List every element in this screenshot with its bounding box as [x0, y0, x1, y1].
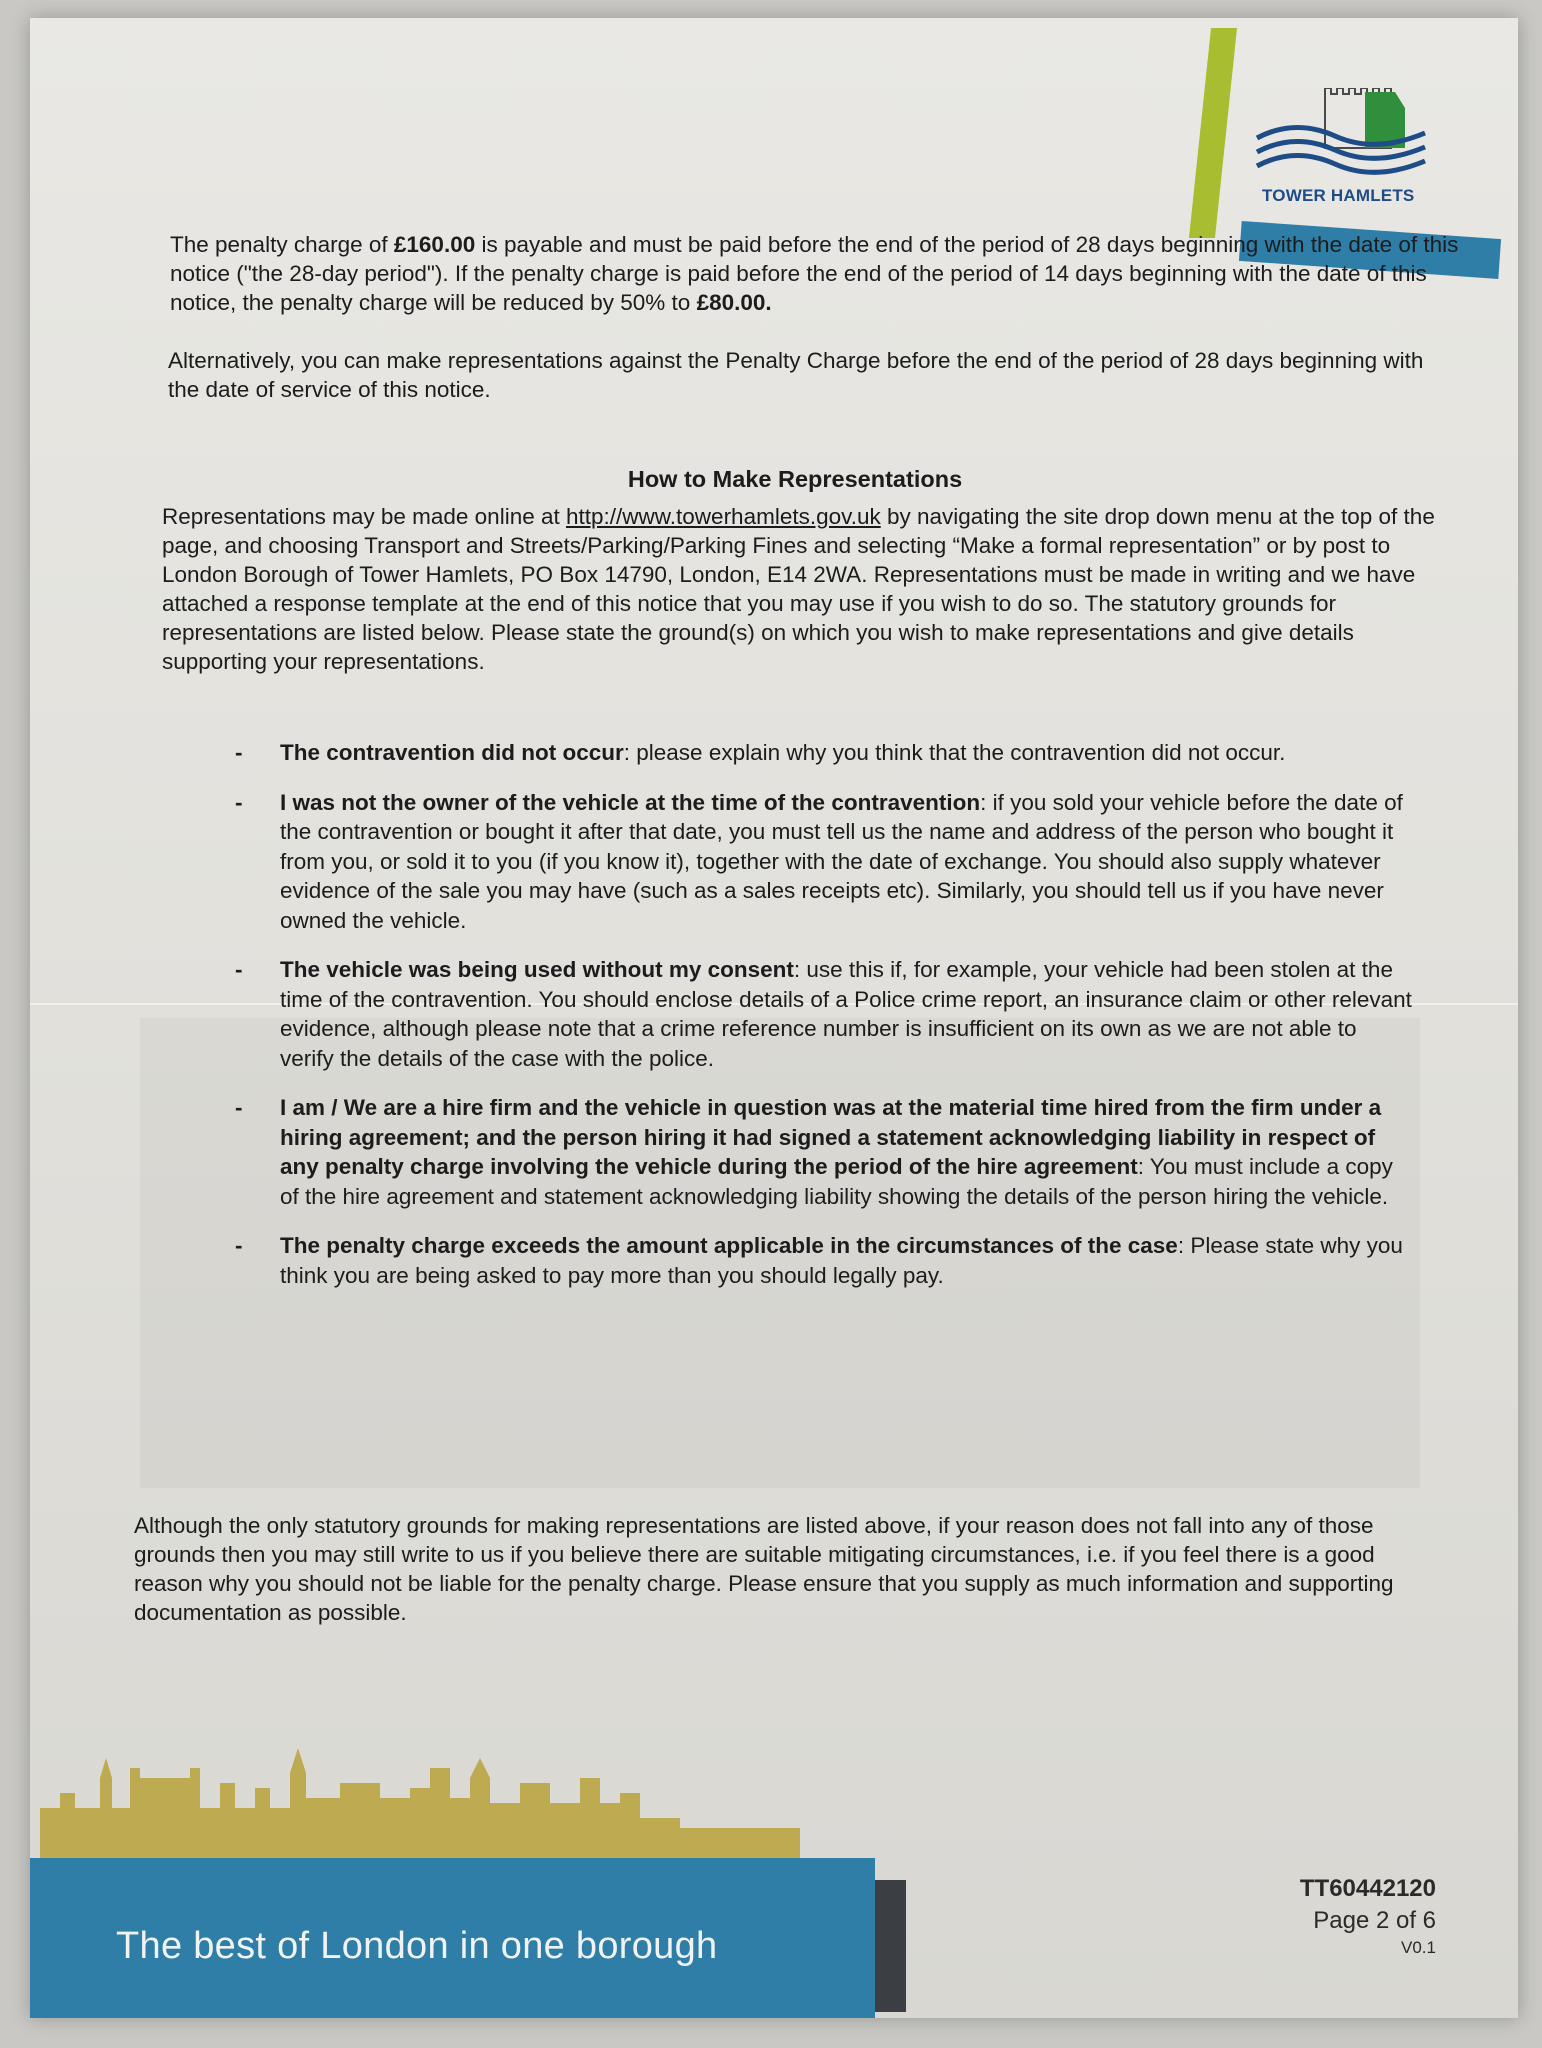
council-website-link[interactable]: http://www.towerhamlets.gov.uk	[566, 504, 881, 529]
ground-title: The contravention did not occur	[280, 740, 624, 765]
payment-text-middle: is payable and must be paid before the end of the period of 28 days beginning with the date of this notice ("the 28-day period"). If the penalty charge is paid before the end of the period of 14 days beginning with the date of this notice, the penalty charge will be reduced by 50% to	[170, 232, 1459, 315]
dash-bullet: -	[235, 1095, 243, 1120]
ground-text: : please explain why you think that the contravention did not occur.	[623, 740, 1286, 765]
ground-title: I was not the owner of the vehicle at the time of the contravention	[280, 789, 981, 815]
ground-item	[235, 955, 1415, 1073]
ground-item	[235, 738, 1415, 768]
representations-text-end: by navigating the site drop down menu at the top of the page, and choosing Transport and Streets/Parking/Parking Fines and selecting “Make a formal representation” or by post to London Borough of Tower Hamlets, PO Box 14790, London, E14 2WA. Representations must be made in writing and we have attached a response template at the end of this notice that you may use if you wish to do so. The statutory grounds for representations are listed below. Please state the ground(s) on which you wish to make representations and give details supporting your representations.	[162, 504, 1435, 674]
notice-reference-number: TT60442120	[1299, 1875, 1436, 1902]
dash-bullet: -	[235, 1233, 243, 1258]
dash-bullet: -	[235, 740, 243, 765]
payment-text-start: The penalty charge of	[170, 232, 394, 257]
ground-item	[235, 1093, 1415, 1211]
payment-paragraph	[170, 230, 1460, 317]
closing-paragraph: Although the only statutory grounds for making representations are listed above, if your reason does not fall into any of those grounds then you may still write to us if you believe there are suitable mitigating circumstances, i.e. if you feel there is a good reason why you should not be liable for the penalty charge. Please ensure that you supply as much information and supporting documentation as possible.	[134, 1513, 1394, 1625]
section-heading: How to Make Representations	[627, 466, 963, 492]
representations-paragraph	[162, 502, 1462, 676]
dash-bullet: -	[235, 957, 243, 982]
london-skyline-icon	[40, 1738, 800, 1858]
tower-hamlets-logo-icon	[1255, 88, 1435, 198]
representations-text-start: Representations may be made online at	[162, 504, 566, 529]
ground-text: : You must include a copy of the hire agreement and statement acknowledging liability showing the details of the person hiring the vehicle.	[280, 1154, 1393, 1209]
alternative-paragraph: Alternatively, you can make representations against the Penalty Charge before the end of the period of 28 days beginning with the date of service of this notice.	[168, 348, 1424, 402]
reduced-amount: £80.00.	[696, 290, 772, 315]
logo-green-bar	[1189, 28, 1237, 238]
ground-title: The vehicle was being used without my consent	[280, 957, 794, 982]
notice-page	[30, 18, 1518, 2018]
logo-text: TOWER HAMLETS	[1262, 186, 1415, 205]
ground-item	[235, 1231, 1415, 1290]
ground-title: The penalty charge exceeds the amount applicable in the circumstances of the case	[280, 1233, 1178, 1258]
ground-item	[235, 788, 1415, 936]
ground-title: I am / We are a hire firm and the vehicle in question was at the material time hired from the firm under a hiring agreement; and the person hiring it had signed a statement acknowledging liability in respect of any penalty charge involving the vehicle during the period of the hire agreement	[280, 1095, 1382, 1179]
ground-text: : use this if, for example, your vehicle had been stolen at the time of the contravention. You should enclose details of a Police crime report, an insurance claim or other relevant evidence, although please note that a crime reference number is insufficient on its own as we are not able to verify the details of the case with the police.	[280, 957, 1412, 1071]
statutory-grounds-list	[235, 738, 1415, 1310]
penalty-amount: £160.00	[393, 232, 476, 257]
page-number: Page 2 of 6	[1313, 1907, 1436, 1934]
ground-text: : Please state why you think you are being asked to pay more than you should legally pay.	[280, 1233, 1403, 1288]
document-version: V0.1	[1401, 1938, 1436, 1957]
dash-bullet: -	[235, 789, 243, 815]
ground-text: : if you sold your vehicle before the date of the contravention or bought it after that date, you must tell us the name and address of the person who bought it from you, or sold it to you (if you know it), together with the date of exchange. You should also supply whatever evidence of the sale you may have (such as a sales receipts etc). Similarly, you should tell us if you have never owned the vehicle.	[280, 789, 1403, 933]
footer-tagline: The best of London in one borough	[116, 1925, 718, 1967]
page-reference	[1300, 1873, 1436, 1959]
